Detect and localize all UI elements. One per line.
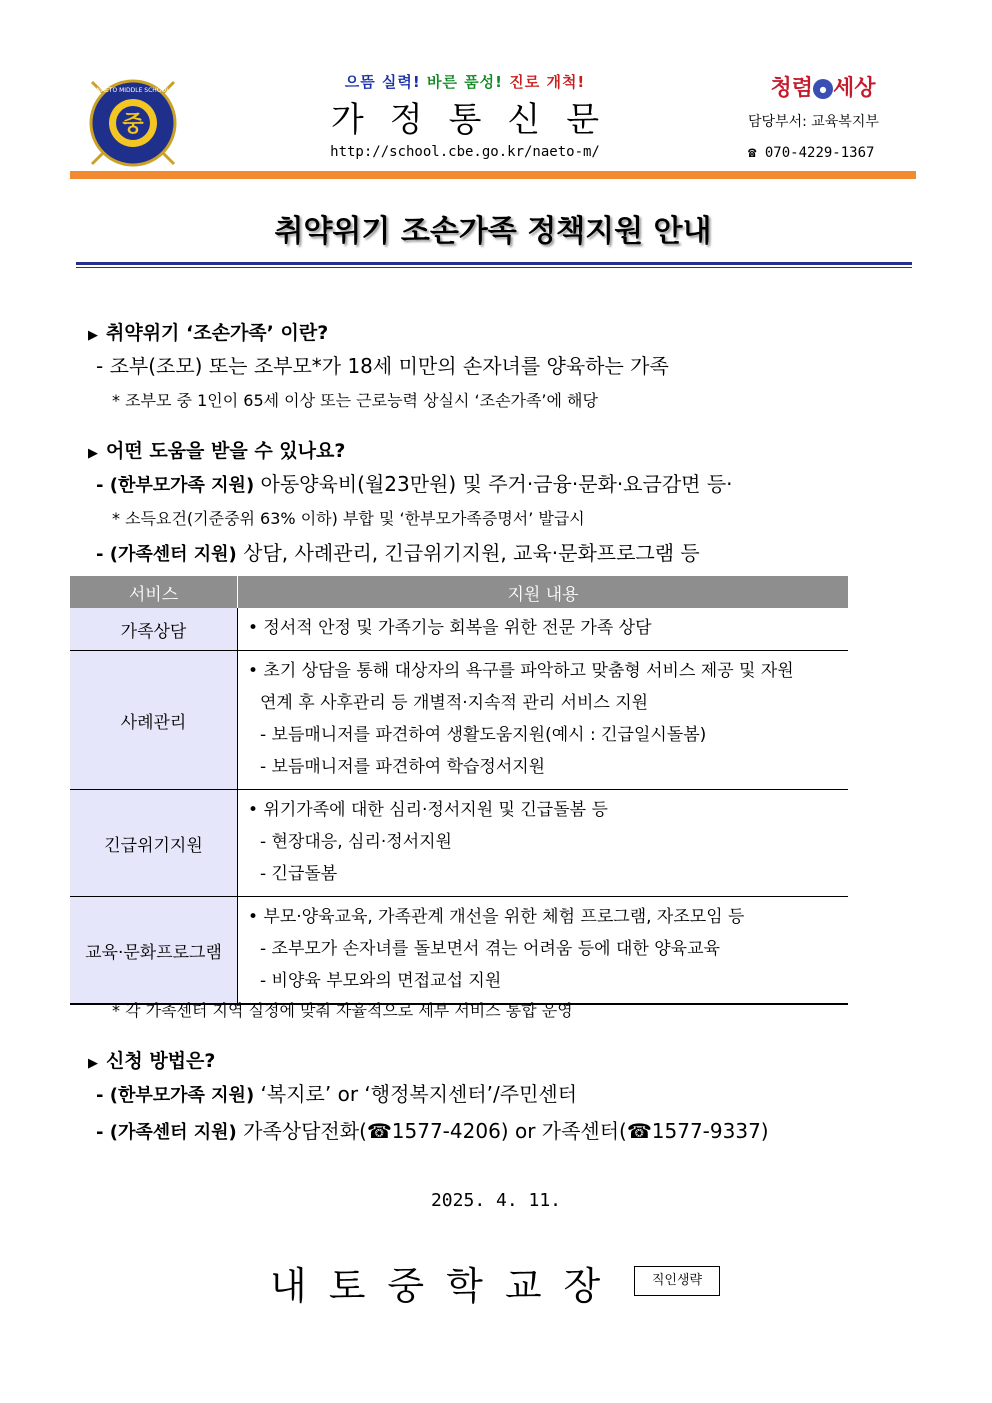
section-2-note: * 소득요건(기준중위 63% 이하) 부합 및 ‘한부모가족증명서’ 발급시 xyxy=(112,509,585,528)
slogan-mark-icon: ● xyxy=(813,79,833,99)
desc-line: • 정서적 안정 및 가족기능 회복을 위한 전문 가족 상담 xyxy=(248,618,652,638)
table-row xyxy=(70,790,848,897)
table-header-content: 지원 내용 xyxy=(238,576,849,608)
phone-line xyxy=(748,145,908,161)
phone-number: 070-4229-1367 xyxy=(764,145,875,161)
desc-line: - 보듬매니저를 파견하여 학습정서지원 xyxy=(260,757,546,777)
motto-2: 바른 품성! xyxy=(426,73,504,91)
desc-line: - 보듬매니저를 파견하여 생활도움지원(예시 : 긴급일시돌봄) xyxy=(260,725,707,745)
desc-line: - 조부모가 손자녀를 돌보면서 겪는 어려움 등에 대한 양육교육 xyxy=(260,939,720,959)
school-motto xyxy=(300,71,630,92)
section-2-line-a xyxy=(96,468,733,497)
section-3-label-b: - (가족센터 지원) xyxy=(96,1122,237,1143)
principal-signature: 내토중학교장 xyxy=(270,1264,623,1308)
section-2-line-b xyxy=(96,537,700,566)
table-header-service: 서비스 xyxy=(70,576,238,608)
service-name: 가족상담 xyxy=(70,608,238,651)
school-url: http://school.cbe.go.kr/naeto-m/ xyxy=(330,144,600,160)
service-desc xyxy=(238,790,849,897)
service-name: 교육·문화프로그램 xyxy=(70,897,238,1005)
service-desc xyxy=(238,608,849,651)
desc-line: • 부모·양육교육, 가족관계 개선을 위한 체험 프로그램, 자조모임 등 xyxy=(248,907,745,927)
section-3-label-a: - (한부모가족 지원) xyxy=(96,1085,255,1106)
triangle-bullet-icon: ▶ xyxy=(88,446,98,461)
section-heading-3-text: 신청 방법은? xyxy=(106,1050,216,1072)
section-heading-1 xyxy=(88,318,328,345)
section-2-text-a: 아동양육비(월23만원) 및 주거·금융·문화·요금감면 등· xyxy=(254,472,733,496)
integrity-slogan xyxy=(748,71,898,102)
slogan-b: 세상 xyxy=(833,75,876,101)
service-desc xyxy=(238,897,849,1005)
section-3-text-a: ‘복지로’ or ‘행정복지센터’/주민센터 xyxy=(254,1082,578,1106)
phone-icon: ☎ xyxy=(748,145,757,161)
section-3-line-b xyxy=(96,1115,769,1144)
motto-1: 으뜸 실력! xyxy=(344,73,421,91)
section-1-line: - 조부(조모) 또는 조부모*가 18세 미만의 손자녀를 양육하는 가족 xyxy=(96,354,669,378)
section-2-label-b: - (가족센터 지원) xyxy=(96,544,237,565)
section-1-note: * 조부모 중 1인이 65세 이상 또는 근로능력 상실시 ‘조손가족’에 해당 xyxy=(112,391,598,410)
service-name: 긴급위기지원 xyxy=(70,790,238,897)
issue-date: 2025. 4. 11. xyxy=(430,1190,562,1211)
desc-line: - 긴급돌봄 xyxy=(260,864,338,884)
desc-line: • 초기 상담을 통해 대상자의 욕구를 파악하고 맞춤형 서비스 제공 및 자원 xyxy=(248,661,794,681)
section-3-line-a xyxy=(96,1078,577,1107)
triangle-bullet-icon: ▶ xyxy=(88,1056,98,1071)
service-table xyxy=(70,576,848,1005)
service-name: 사례관리 xyxy=(70,651,238,790)
section-2-label-a: - (한부모가족 지원) xyxy=(96,475,255,496)
header-divider xyxy=(70,171,916,179)
table-row xyxy=(70,651,848,790)
desc-line: - 비양육 부모와의 면접교섭 지원 xyxy=(260,971,502,991)
title-underline xyxy=(76,262,912,265)
desc-line: • 위기가족에 대한 심리·정서지원 및 긴급돌봄 등 xyxy=(248,800,608,820)
table-row xyxy=(70,897,848,1005)
section-heading-2 xyxy=(88,436,345,463)
desc-line: 연계 후 사후관리 등 개별적·지속적 관리 서비스 지원 xyxy=(260,693,649,713)
motto-3: 진로 개척! xyxy=(509,73,586,91)
section-heading-2-text: 어떤 도움을 받을 수 있나요? xyxy=(106,440,346,462)
section-heading-1-text: 취약위기 ‘조손가족’ 이란? xyxy=(106,322,329,344)
table-row xyxy=(70,608,848,651)
triangle-bullet-icon: ▶ xyxy=(88,328,98,343)
school-logo xyxy=(86,76,180,170)
logo-char: 중 xyxy=(122,112,144,137)
service-desc xyxy=(238,651,849,790)
newsletter-title: 가정통신문 xyxy=(330,100,626,140)
section-2-text-b: 상담, 사례관리, 긴급위기지원, 교육·문화프로그램 등 xyxy=(236,541,700,565)
section-heading-3 xyxy=(88,1046,215,1073)
table-footnote: * 각 가족센터 지역 실정에 맞춰 자율적으로 세부 서비스 통합 운영 xyxy=(112,1001,573,1020)
logo-text: NAETO MIDDLE SCHOOL xyxy=(96,87,170,94)
title-underline-thin xyxy=(76,267,912,268)
desc-line: - 현장대응, 심리·정서지원 xyxy=(260,832,452,852)
department: 담당부서: 교육복지부 xyxy=(748,114,879,130)
document-title: 취약위기 조손가족 정책지원 안내 xyxy=(274,214,712,249)
seal-omitted-box: 직인생략 xyxy=(634,1266,720,1296)
section-3-text-b: 가족상담전화(☎1577-4206) or 가족센터(☎1577-9337) xyxy=(236,1119,769,1143)
slogan-a: 청렴 xyxy=(770,75,813,101)
